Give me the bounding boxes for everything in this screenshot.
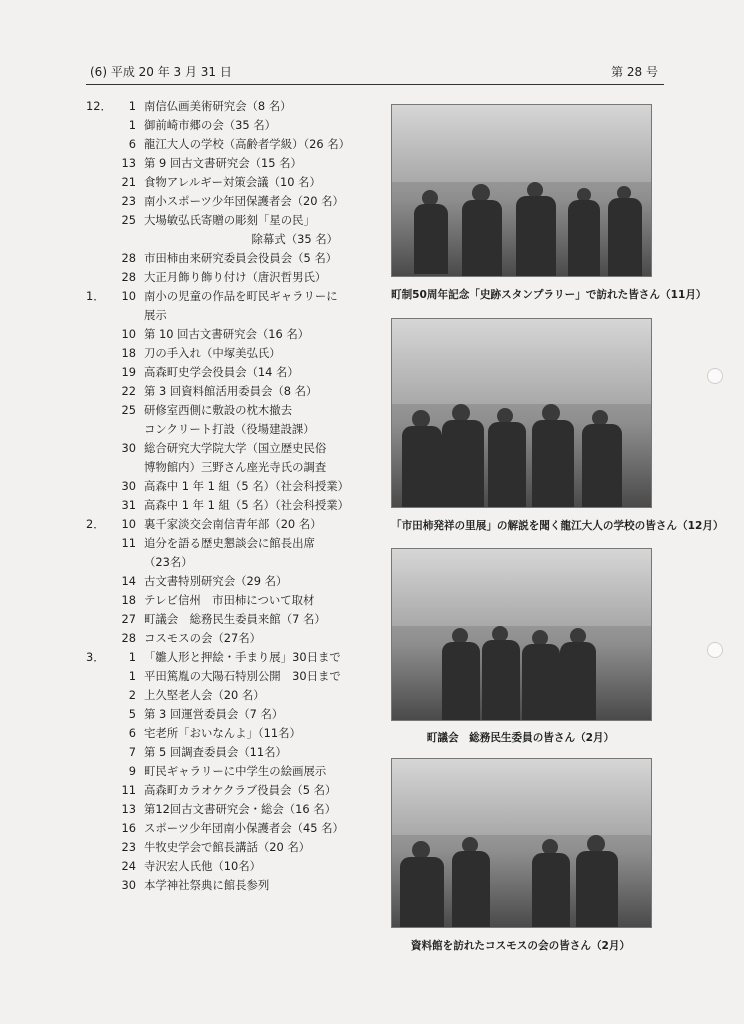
entry-day: 6 [128,137,136,151]
activity-entry [86,667,386,686]
activity-entry [86,325,386,344]
entry-text: 高森町カラオケクラブ役員会（5 名） [144,783,337,797]
activity-entry [86,686,386,705]
entry-text: （23名） [144,555,193,569]
entry-day: 7 [128,745,136,759]
activity-entry [86,382,386,401]
entry-text: 大場敏弘氏寄贈の彫刻「星の民」 [144,213,315,227]
binder-hole-top [707,368,723,384]
activity-entry [86,819,386,838]
entry-text: 御前崎市郷の会（35 名） [144,118,277,132]
entry-text: 高森中 1 年 1 組（5 名）（社会科授業） [144,498,350,512]
entry-day: 13 [121,156,136,170]
activity-entry [86,857,386,876]
activity-entry [86,591,386,610]
entry-day: 28 [121,251,136,265]
entry-day: 16 [121,821,136,835]
entry-day: 28 [121,270,136,284]
activity-entry [86,553,386,572]
entry-day: 18 [121,593,136,607]
entry-month: 12． [86,99,112,113]
binder-hole-bottom [707,642,723,658]
activity-entry [86,192,386,211]
entry-day: 1 [128,118,136,132]
entry-day: 9 [128,764,136,778]
activity-entry [86,629,386,648]
activity-entry [86,458,386,477]
activity-entry [86,648,386,667]
entry-day: 14 [121,574,136,588]
entry-text: 第 9 回古文書研究会（15 名） [144,156,302,170]
entry-text: テレビ信州 市田柿について取材 [144,593,315,607]
activity-entry [86,306,386,325]
activity-entry [86,876,386,895]
entry-day: 23 [121,840,136,854]
entry-text: 食物アレルギー対策会議（10 名） [144,175,321,189]
activity-entry [86,135,386,154]
activity-entry [86,800,386,819]
activity-entry [86,496,386,515]
entry-text: スポーツ少年団南小保護者会（45 名） [144,821,344,835]
activity-entry [86,534,386,553]
entry-text: 除幕式（35 名） [251,232,338,246]
activity-entry [86,705,386,724]
entry-day: 25 [121,213,136,227]
activity-entry [86,838,386,857]
entry-day: 25 [121,403,136,417]
activity-entry [86,401,386,420]
issue-number: 第 28 号 [611,65,658,79]
activity-entry [86,230,386,249]
entry-day: 23 [121,194,136,208]
entry-text: 追分を語る歴史懇談会に館長出席 [144,536,315,550]
entry-text: 上久堅老人会（20 名） [144,688,265,702]
entry-day: 13 [121,802,136,816]
entry-text: コンクリート打設（役場建設課） [144,422,315,436]
entry-day: 30 [121,878,136,892]
activity-entry [86,743,386,762]
entry-text: 展示 [144,308,167,322]
photo-cosmos-group [391,758,652,928]
entry-text: 研修室西側に敷設の枕木撤去 [144,403,293,417]
entry-text: 「雛人形と押絵・手まり展」30日まで [144,650,341,664]
activity-entry [86,515,386,534]
activity-entry [86,363,386,382]
activity-entry [86,610,386,629]
entry-text: 古文書特別研究会（29 名） [144,574,288,588]
entry-day: 24 [121,859,136,873]
entry-text: 寺沢宏人氏他（10名） [144,859,262,873]
entry-text: 南小スポーツ少年団保護者会（20 名） [144,194,344,208]
entry-text: 宅老所「おいなんよ」（11名） [144,726,301,740]
entry-day: 22 [121,384,136,398]
entry-day: 27 [121,612,136,626]
activity-entry [86,781,386,800]
photo-stamp-rally [391,104,652,277]
entry-month: 1． [86,289,105,303]
entry-text: 牛牧史学会で館長講話（20 名） [144,840,311,854]
activity-entry [86,249,386,268]
entry-day: 10 [121,289,136,303]
entry-day: 1 [128,99,136,113]
entry-day: 10 [121,517,136,531]
entry-text: 第 10 回古文書研究会（16 名） [144,327,310,341]
activity-entry [86,724,386,743]
activity-entry [86,762,386,781]
photo-caption-2: 「市田柿発祥の里展」の解説を聞く龍江大人の学校の皆さん（12月） [391,520,724,532]
entry-text: 南小の児童の作品を町民ギャラリーに [144,289,338,303]
entry-day: 19 [121,365,136,379]
photo-caption-1: 町制50周年記念「史跡スタンプラリー」で訪れた皆さん（11月） [391,289,707,301]
entry-day: 11 [121,783,136,797]
entry-text: 平田篤胤の大陽石特別公開 30日まで [144,669,341,683]
activity-entry [86,154,386,173]
entry-text: 第 3 回資料館活用委員会（8 名） [144,384,318,398]
entry-day: 18 [121,346,136,360]
photo-ichida-persimmon-exhibit [391,318,652,508]
entry-day: 1 [128,669,136,683]
entry-day: 30 [121,441,136,455]
entry-text: 第 3 回運営委員会（7 名） [144,707,284,721]
entry-day: 1 [128,650,136,664]
entry-day: 10 [121,327,136,341]
entry-month: 3． [86,650,105,664]
page-header [86,62,664,85]
entry-day: 11 [121,536,136,550]
activity-entry [86,439,386,458]
entry-text: 博物館内）三野さん座光寺氏の調査 [144,460,327,474]
entry-text: 総合研究大学院大学（国立歴史民俗 [144,441,327,455]
entry-day: 6 [128,726,136,740]
activity-entry [86,344,386,363]
entry-text: 裏千家淡交会南信青年部（20 名） [144,517,322,531]
photo-caption-4: 資料館を訪れたコスモスの会の皆さん（2月） [410,940,631,952]
entry-text: コスモスの会（27名） [144,631,262,645]
entry-text: 龍江大人の学校（高齢者学級）（26 名） [144,137,351,151]
entry-text: 町議会 総務民生委員来館（7 名） [144,612,326,626]
photo-caption-3: 町議会 総務民生委員の皆さん（2月） [426,732,615,744]
entry-text: 第12回古文書研究会・総会（16 名） [144,802,337,816]
entry-text: 南信仏画美術研究会（8 名） [144,99,292,113]
entry-text: 大正月飾り飾り付け（唐沢哲男氏） [144,270,327,284]
activity-entry [86,116,386,135]
entry-day: 5 [128,707,136,721]
entry-text: 市田柿由来研究委員会役員会（5 名） [144,251,338,265]
entry-day: 30 [121,479,136,493]
activity-entry [86,97,386,116]
entry-month: 2． [86,517,105,531]
activity-entry [86,211,386,230]
activity-log [86,97,386,895]
activity-entry [86,287,386,306]
activity-entry [86,173,386,192]
photo-town-council [391,548,652,721]
activity-entry [86,268,386,287]
entry-text: 第 5 回調査委員会（11名） [144,745,287,759]
activity-entry [86,420,386,439]
activity-entry [86,572,386,591]
entry-text: 高森中 1 年 1 組（5 名）（社会科授業） [144,479,350,493]
entry-text: 本学神社祭典に館長参列 [144,878,270,892]
activity-entry [86,477,386,496]
entry-text: 町民ギャラリーに中学生の絵画展示 [144,764,327,778]
entry-day: 28 [121,631,136,645]
entry-text: 高森町史学会役員会（14 名） [144,365,299,379]
entry-day: 2 [128,688,136,702]
issue-date: (6) 平成 20 年 3 月 31 日 [90,65,232,79]
entry-day: 21 [121,175,136,189]
entry-text: 刀の手入れ（中塚美弘氏） [144,346,281,360]
entry-day: 31 [121,498,136,512]
